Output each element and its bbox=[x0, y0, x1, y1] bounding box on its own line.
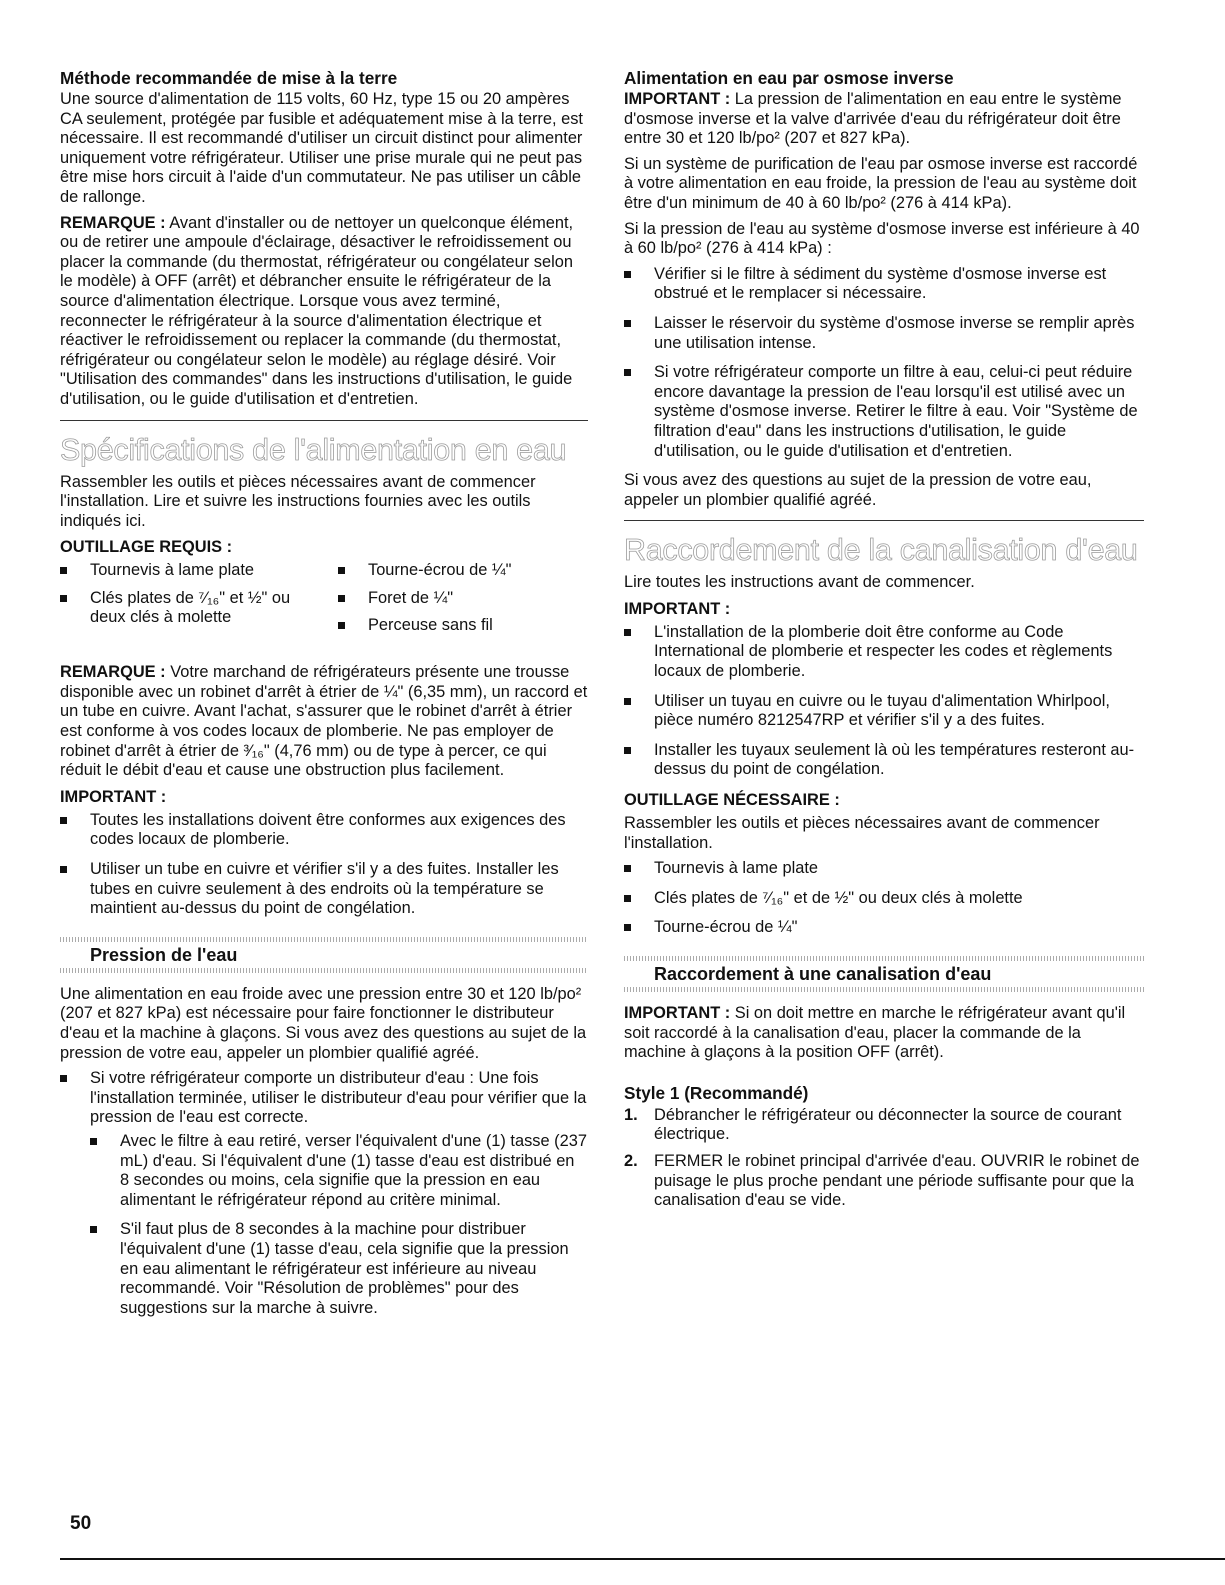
ro-heading: Alimentation en eau par osmose inverse bbox=[624, 68, 954, 88]
pressure-paragraph: Une alimentation en eau froide avec une pression entre 30 et 120 lb/po² (207 et 827 kPa) est nécessaire pour faire fonctionner le distributeur d'eau et la machine à glaçons. Si vous avez des questions au sujet de la pression de votre eau, appeler un plombier qualifié agréé. bbox=[60, 984, 587, 1062]
connection-list bbox=[624, 623, 1144, 780]
style-heading: Style 1 (Recommandé) bbox=[624, 1082, 809, 1103]
list-item: Si votre réfrigérateur comporte un filtre à eau, celui-ci peut réduire encore davantage la pression de l'eau lorsqu'il est utilisé avec un système d'osmose inverse. Retirer le filtre à eau. Voir "Système de filtration d'eau" dans les instructions d'utilisation, le guide d'utilisation, ou le guide d'utilisation et d'entretien. bbox=[624, 363, 1144, 461]
water-spec-intro: Rassembler les outils et pièces nécessaires avant de commencer l'installation. Lire et suivre les instructions fournies avec les outils indiqués ici. bbox=[60, 472, 536, 530]
list-item: Avec le filtre à eau retiré, verser l'équivalent d'une (1) tasse (237 mL) d'eau. Si l'équivalent d'une (1) tasse d'eau est distribué en 8 secondes ou moins, cela signifie que la pression en eau alimentant le réfrigérateur répond au critère minimal. bbox=[90, 1132, 588, 1210]
bottom-rule bbox=[60, 1558, 1225, 1560]
list-item: L'installation de la plomberie doit être conforme au Code International de plomberie et respecter les codes et règlements locaux de plomberie. bbox=[624, 623, 1144, 682]
bullet-icon bbox=[624, 320, 631, 327]
list-item: Clés plates de ⁷⁄₁₆" et ½" ou deux clés à molette bbox=[60, 589, 330, 628]
list-item: Installer les tuyaux seulement là où les températures resteront au-dessus du point de congélation. bbox=[624, 741, 1144, 780]
important-label: IMPORTANT : bbox=[60, 787, 167, 806]
list-item: Foret de ¼" bbox=[338, 589, 578, 609]
bullet-icon bbox=[624, 747, 631, 754]
list-item: Perceuse sans fil bbox=[338, 616, 578, 636]
connection-important: IMPORTANT : Si on doit mettre en marche le réfrigérateur avant qu'il soit raccordé à la canalisation d'eau, placer la commande de la machine à glaçons à la position OFF (arrêt). bbox=[624, 1004, 1126, 1062]
important-list bbox=[60, 811, 588, 919]
tools-list-col1 bbox=[60, 561, 330, 636]
list-item: Tourne-écrou de ¼" bbox=[338, 561, 578, 581]
bullet-icon bbox=[60, 1075, 67, 1082]
step-item: 2. FERMER le robinet principal d'arrivée d'eau. OUVRIR le robinet de puisage le plus proche pendant une période suffisante pour que la canalisation d'eau se vide. bbox=[624, 1151, 1140, 1210]
list-item: Laisser le réservoir du système d'osmose inverse se remplir après une utilisation intense. bbox=[624, 314, 1144, 353]
list-item: S'il faut plus de 8 secondes à la machine pour distribuer l'équivalent d'une (1) tasse d'eau, cela signifie que la pression en eau alimentant le réfrigérateur est inférieure au niveau recommandé. Voir "Résolution de problèmes" pour des suggestions sur la marche à suivre. bbox=[90, 1220, 588, 1318]
hatch-rule bbox=[624, 987, 1144, 992]
list-item: Utiliser un tube en cuivre et vérifier s'il y a des fuites. Installer les tubes en cuivre seulement à des endroits où la température se maintient au-dessus du point de congélation. bbox=[60, 860, 588, 919]
tools-list bbox=[624, 859, 1144, 938]
bullet-icon bbox=[624, 369, 631, 376]
pressure-sub-list bbox=[90, 1132, 588, 1318]
tools-list-col2 bbox=[338, 561, 578, 644]
bullet-icon bbox=[624, 895, 631, 902]
pressure-subheading-box bbox=[60, 937, 588, 973]
list-item: Toutes les installations doivent être conformes aux exigences des codes locaux de plomberie. bbox=[60, 811, 588, 850]
list-item: Tournevis à lame plate bbox=[60, 561, 330, 581]
tools-intro: Rassembler les outils et pièces nécessaires avant de commencer l'installation. bbox=[624, 814, 1100, 852]
pressure-title: Pression de l'eau bbox=[90, 944, 238, 965]
connection-intro: Lire toutes les instructions avant de commencer. bbox=[624, 573, 975, 592]
bullet-icon bbox=[90, 1138, 97, 1145]
bullet-icon bbox=[624, 698, 631, 705]
ro-paragraph: Si la pression de l'eau au système d'osmose inverse est inférieure à 40 à 60 lb/po² (276 à 414 kPa) : bbox=[624, 219, 1140, 258]
list-item: Si votre réfrigérateur comporte un distributeur d'eau : Une fois l'installation terminée, utiliser le distributeur d'eau pour vérifier que la pression de l'eau est correcte. Avec le filtre à eau retiré, verser l'équivalent d'une (1) tasse (237 mL) d'eau. Si l'équivalent d'une (1) tasse d'eau est distribué en 8 secondes ou moins, cela signifie que la pression en eau alimentant le réfrigérateur répond au critère minimal. S'il faut plus de 8 secondes à la machine pour distribuer l'équivalent d'une (1) tasse d'eau, cela signifie que la pression en eau alimentant le réfrigérateur est inférieure au niveau recommandé. Voir "Résolution de problèmes" pour des suggestions sur la marche à suivre. bbox=[60, 1069, 588, 1318]
ro-important: IMPORTANT : La pression de l'alimentation en eau entre le système d'osmose inverse et la valve d'arrivée d'eau du réfrigérateur doit être entre 30 et 120 lb/po² (207 et 827 kPa). bbox=[624, 90, 1122, 148]
bullet-icon bbox=[338, 595, 345, 602]
list-item: Utiliser un tuyau en cuivre ou le tuyau d'alimentation Whirlpool, pièce numéro 8212547RP et vérifier s'il y a des fuites. bbox=[624, 692, 1144, 731]
grounding-note bbox=[60, 214, 588, 410]
bullet-icon bbox=[624, 865, 631, 872]
kit-note-text: Votre marchand de réfrigérateurs présente une trousse disponible avec un robinet d'arrêt à étrier de ¼" (6,35 mm), un raccord et un tube en cuivre. Avant l'achat, s'assurer que le robinet d'arrêt à étrier est conforme à vos codes locaux de plomberie. Ne pas employer de robinet d'arrêt à étrier de ³⁄₁₆" (4,76 mm) ou de type à percer, ce qui réduit le débit d'eau et cause une obstruction plus facilement. bbox=[60, 663, 588, 780]
bullet-icon bbox=[624, 924, 631, 931]
important-label: IMPORTANT : bbox=[624, 599, 731, 618]
bullet-icon bbox=[624, 629, 631, 636]
bullet-icon bbox=[60, 595, 67, 602]
bullet-icon bbox=[60, 866, 67, 873]
remarque-label: REMARQUE : bbox=[60, 663, 166, 682]
connection-subheading-box bbox=[624, 956, 1144, 992]
list-item: Tourne-écrou de ¼" bbox=[624, 918, 1144, 938]
left-column bbox=[60, 68, 588, 1328]
important-label: IMPORTANT : bbox=[624, 90, 731, 108]
list-item: Tournevis à lame plate bbox=[624, 859, 1144, 879]
connection-title: Raccordement de la canalisation d'eau bbox=[624, 533, 1138, 568]
bullet-icon bbox=[338, 622, 345, 629]
kit-note bbox=[60, 663, 588, 781]
bullet-icon bbox=[338, 567, 345, 574]
grounding-heading: Méthode recommandée de mise à la terre bbox=[60, 68, 398, 88]
remarque-label: REMARQUE : bbox=[60, 213, 166, 232]
bullet-icon bbox=[90, 1226, 97, 1233]
ro-paragraph: Si un système de purification de l'eau par osmose inverse est raccordé à votre alimentation en eau froide, la pression de l'eau au système doit être d'un minimum de 40 à 60 lb/po² (276 à 414 kPa). bbox=[624, 154, 1138, 212]
remarque-text: Avant d'installer ou de nettoyer un quelconque élément, ou de retirer une ampoule d'éclairage, désactiver le refroidissement ou placer la commande (du thermostat, réfrigérateur ou congélateur selon le modèle) à OFF (arrêt) et débrancher ensuite le réfrigérateur de la source d'alimentation électrique. Lorsque vous avez terminé, reconnecter le réfrigérateur à la source d'alimentation électrique et réactiver le refroidissement ou replacer la commande (du thermostat, réfrigérateur ou congélateur selon le modèle) au réglage désiré. Voir "Utilisation des commandes" dans les instructions d'utilisation, le guide d'utilisation, ou le guide d'utilisation et d'entretien. bbox=[60, 213, 574, 408]
ro-paragraph: Si vous avez des questions au sujet de la pression de votre eau, appeler un plombier qualifié agréé. bbox=[624, 471, 1092, 509]
page-number: 50 bbox=[70, 1513, 92, 1534]
connection-subtitle: Raccordement à une canalisation d'eau bbox=[654, 964, 992, 984]
water-spec-title: Spécifications de l'alimentation en eau bbox=[60, 432, 567, 467]
hatch-rule bbox=[60, 968, 588, 973]
section-divider bbox=[624, 520, 1144, 521]
bullet-icon bbox=[60, 567, 67, 574]
ro-list bbox=[624, 265, 1144, 461]
right-column bbox=[624, 68, 1144, 1218]
hatch-rule bbox=[60, 937, 588, 942]
list-item: Clés plates de ⁷⁄₁₆" et de ½" ou deux clés à molette bbox=[624, 889, 1144, 909]
tools-required-label: OUTILLAGE REQUIS : bbox=[60, 538, 233, 557]
tools-list bbox=[60, 561, 588, 657]
tools-needed-label: OUTILLAGE NÉCESSAIRE : bbox=[624, 791, 840, 810]
hatch-rule bbox=[624, 956, 1144, 961]
important-label: IMPORTANT : bbox=[624, 1004, 731, 1022]
pressure-list bbox=[60, 1069, 588, 1318]
section-divider bbox=[60, 420, 588, 421]
list-item: Vérifier si le filtre à sédiment du système d'osmose inverse est obstrué et le remplacer si nécessaire. bbox=[624, 265, 1144, 304]
bullet-icon bbox=[60, 817, 67, 824]
step-item: 1. Débrancher le réfrigérateur ou déconnecter la source de courant électrique. bbox=[624, 1105, 1122, 1144]
steps-list bbox=[624, 1106, 1144, 1211]
bullet-icon bbox=[624, 271, 631, 278]
grounding-paragraph: Une source d'alimentation de 115 volts, 60 Hz, type 15 ou 20 ampères CA seulement, protégée par fusible et adéquatement mise à la terre, est nécessaire. Il est recommandé d'utiliser un circuit distinct pour alimenter uniquement votre réfrigérateur. Utiliser une prise murale qui ne peut pas être mise hors circuit à l'aide d'un commutateur. Ne pas utiliser un câble de rallonge. bbox=[60, 90, 583, 206]
